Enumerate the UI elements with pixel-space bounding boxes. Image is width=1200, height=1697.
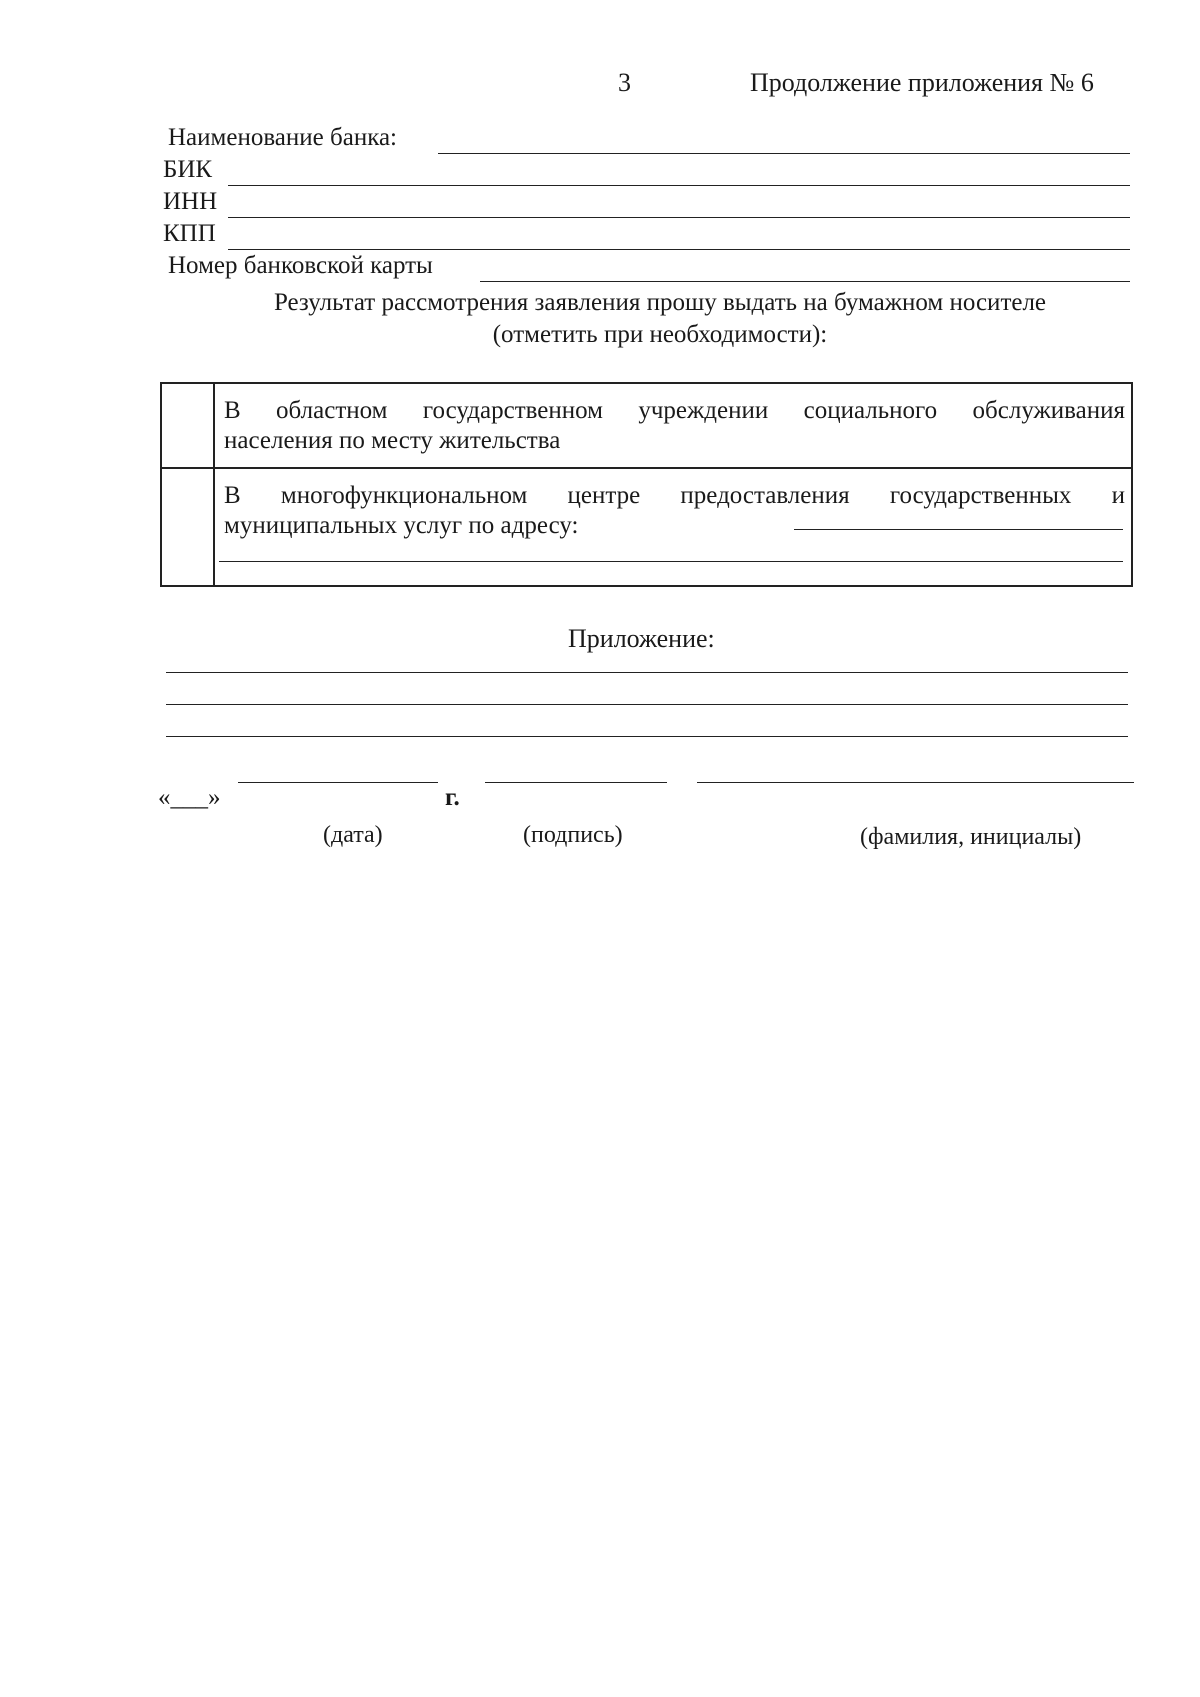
option-row-social-service: [162, 384, 1131, 469]
bik-label: БИК: [163, 156, 213, 183]
attachment-line-2[interactable]: [166, 704, 1128, 705]
option-checkbox-social-service[interactable]: [162, 384, 215, 467]
card-number-line[interactable]: [480, 281, 1130, 282]
date-caption: (дата): [323, 822, 383, 848]
inn-label: ИНН: [163, 188, 218, 215]
signature-caption: (подпись): [523, 822, 623, 848]
signature-line[interactable]: [485, 782, 667, 783]
delivery-options-table: [160, 382, 1133, 587]
result-request-text: Результат рассмотрения заявления прошу выдать на бумажном носителе: [273, 289, 1047, 316]
bank-name-line[interactable]: [438, 153, 1130, 154]
option-text-mfc: В многофункциональном центре предоставления государственных и муниципальных услуг по адресу:: [224, 482, 1125, 539]
card-number-label: Номер банковской карты: [168, 252, 433, 279]
option-checkbox-mfc[interactable]: [162, 469, 215, 587]
kpp-label: КПП: [163, 220, 216, 247]
bank-name-label: Наименование банка:: [168, 124, 398, 151]
attachment-line-1[interactable]: [166, 672, 1128, 673]
mfc-address-line-2[interactable]: [219, 561, 1123, 562]
option-text-social-service: В областном государственном учреждении социального обслуживания населения по месту жительства: [224, 397, 1125, 454]
kpp-field[interactable]: [163, 220, 1130, 252]
mfc-address-line-1[interactable]: [794, 529, 1123, 530]
year-suffix: г.: [445, 784, 460, 811]
card-number-field[interactable]: [168, 252, 1130, 284]
inn-line[interactable]: [228, 217, 1130, 218]
bank-name-field[interactable]: [168, 124, 1130, 156]
date-month-line[interactable]: [238, 782, 438, 783]
result-request-note: (отметить при необходимости):: [492, 321, 828, 348]
name-line[interactable]: [697, 782, 1134, 783]
attachment-line-3[interactable]: [166, 736, 1128, 737]
inn-field[interactable]: [163, 188, 1130, 220]
bik-field[interactable]: [163, 156, 1130, 188]
continuation-title: Продолжение приложения № 6: [750, 68, 1094, 97]
option-row-mfc: [162, 469, 1131, 587]
date-day-field[interactable]: «___»: [158, 784, 221, 811]
bik-line[interactable]: [228, 185, 1130, 186]
attachment-title: Приложение:: [568, 624, 715, 653]
page-number: 3: [618, 68, 631, 97]
kpp-line[interactable]: [228, 249, 1130, 250]
name-caption: (фамилия, инициалы): [860, 824, 1082, 850]
